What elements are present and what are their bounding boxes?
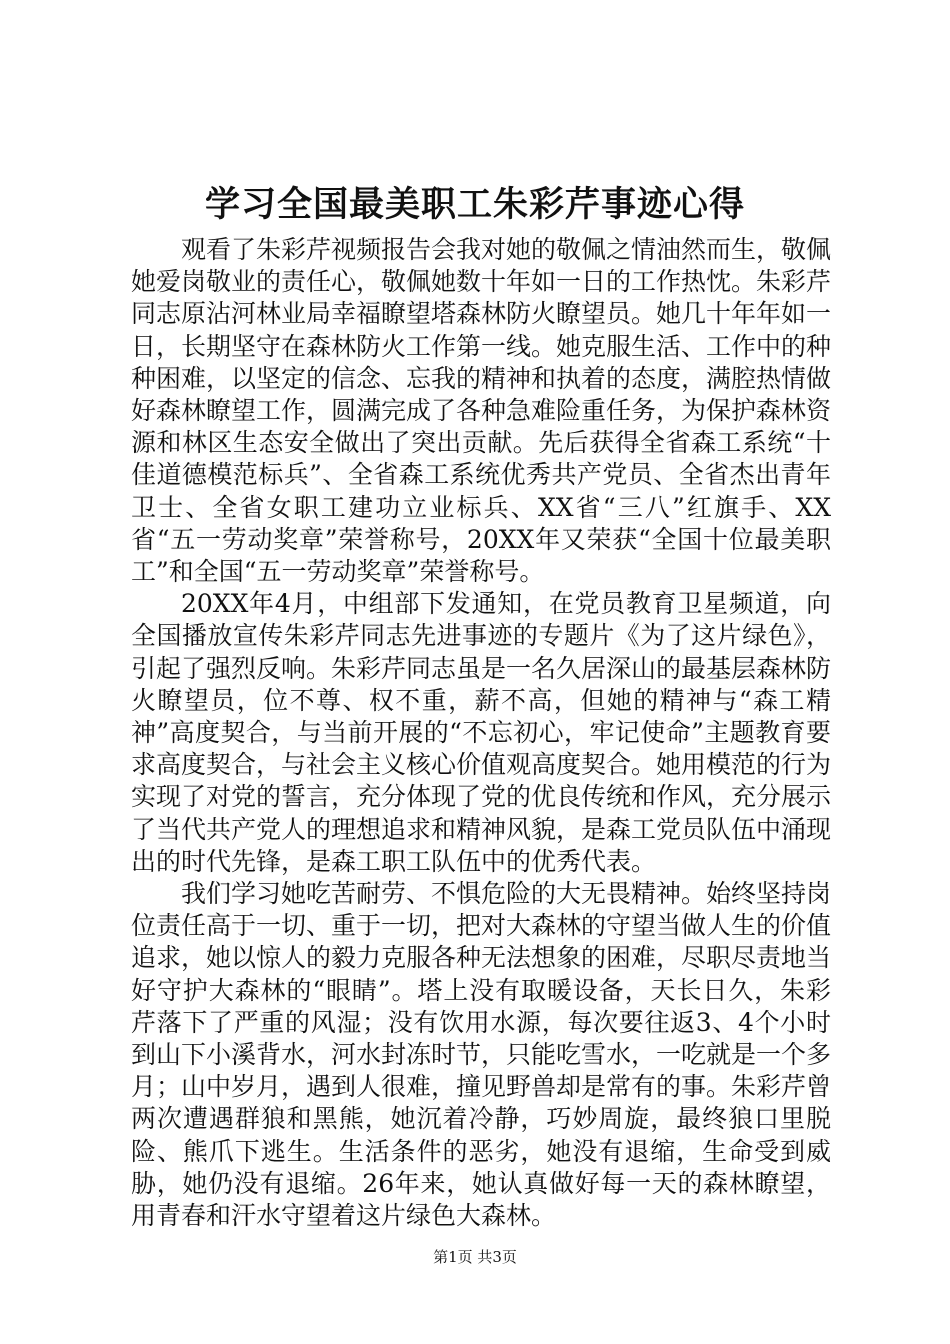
- page-footer: [0, 1247, 950, 1267]
- paragraph-2: 20XX年4月，中组部下发通知，在党员教育卫星频道，向全国播放宣传朱彩芹同志先进事迹的专题片《为了这片绿色》，引起了强烈反响。朱彩芹同志虽是一名久居深山的最基层森林防火瞭望员，位不尊、权不重，薪不高，但她的精神与“森工精神”高度契合，与当前开展的“不忘初心，牢记使命”主题教育要求高度契合，与社会主义核心价值观高度契合。她用模范的行为实现了对党的誓言，充分体现了党的优良传统和作风，充分展示了当代共产党人的理想追求和精神风貌，是森工党员队伍中涌现出的时代先锋，是森工职工队伍中的优秀代表。: [131, 589, 832, 876]
- page-number: 第1页 共3页: [433, 1248, 517, 1266]
- paragraph-1: 观看了朱彩芹视频报告会我对她的敬佩之情油然而生，敬佩她爱岗敬业的责任心，敬佩她数十年如一日的工作热忱。朱彩芹同志原沾河林业局幸福瞭望塔森林防火瞭望员。她几十年年如一日，长期坚守在森林防火工作第一线。她克服生活、工作中的种种困难，以坚定的信念、忘我的精神和执着的态度，满腔热情做好森林瞭望工作，圆满完成了各种急难险重任务，为保护森林资源和林区生态安全做出了突出贡献。先后获得全省森工系统“十佳道德模范标兵”、全省森工系统优秀共产党员、全省杰出青年卫士、全省女职工建功立业标兵、XX省“三八”红旗手、XX省“五一劳动奖章”荣誉称号，20XX年又荣获“全国十位最美职工”和全国“五一劳动奖章”荣誉称号。: [131, 235, 832, 587]
- document-body: [131, 234, 831, 1232]
- document-title: 学习全国最美职工朱彩芹事迹心得: [204, 184, 745, 225]
- paragraph-3: 我们学习她吃苦耐劳、不惧危险的大无畏精神。始终坚持岗位责任高于一切、重于一切，把对大森林的守望当做人生的价值追求，她以惊人的毅力克服各种无法想象的困难，尽职尽责地当好守护大森林的“眼睛”。塔上没有取暖设备，天长日久，朱彩芹落下了严重的风湿；没有饮用水源，每次要往返3、4个小时到山下小溪背水，河水封冻时节，只能吃雪水，一吃就是一个多月；山中岁月，遇到人很难，撞见野兽却是常有的事。朱彩芹曾两次遭遇群狼和黑熊，她沉着冷静，巧妙周旋，最终狼口里脱险、熊爪下逃生。生活条件的恶劣，她没有退缩，生命受到威胁，她仍没有退缩。26年来，她认真做好每一天的森林瞭望，用青春和汗水守望着这片绿色大森林。: [131, 879, 832, 1231]
